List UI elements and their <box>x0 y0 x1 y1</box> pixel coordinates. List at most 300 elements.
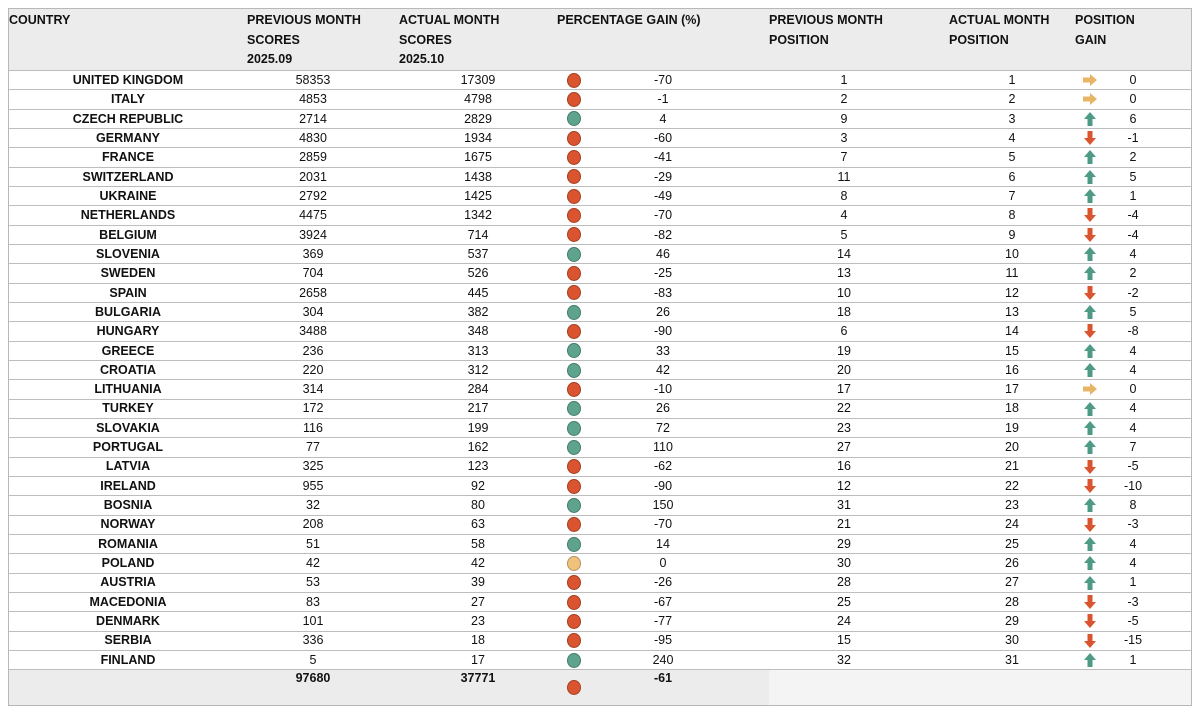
percentage-gain-cell <box>557 206 769 224</box>
position-gain-cell <box>1075 516 1191 534</box>
header-row <box>9 9 1191 70</box>
country-name: ITALY <box>110 92 146 107</box>
country-name: SWITZERLAND <box>82 169 174 184</box>
country-name: AUSTRIA <box>100 575 156 590</box>
actual-month-score: 382 <box>467 304 489 319</box>
previous-month-score: 172 <box>302 401 324 416</box>
position-gain: -15 <box>1123 633 1143 648</box>
country-name: CZECH REPUBLIC <box>72 111 184 126</box>
positive-status-dot-icon <box>567 440 581 455</box>
percentage-gain-cell <box>557 400 769 418</box>
previous-month-position: 1 <box>840 72 848 87</box>
actual-month-score: 445 <box>467 285 489 300</box>
position-gain: -5 <box>1127 614 1139 629</box>
total-row <box>9 669 1191 705</box>
percentage-gain: 0 <box>659 556 667 571</box>
total-actual-scores: 37771 <box>460 671 496 686</box>
arrow-right-icon <box>1082 91 1098 107</box>
table-row <box>9 553 1191 572</box>
table-row <box>9 186 1191 205</box>
country-name: DENMARK <box>96 614 160 629</box>
percentage-gain-cell <box>557 458 769 476</box>
negative-status-dot-icon <box>567 92 581 107</box>
positive-status-dot-icon <box>567 421 581 436</box>
actual-month-position: 8 <box>1008 208 1016 223</box>
previous-month-score: 220 <box>302 362 324 377</box>
empty-cell <box>919 670 1075 705</box>
actual-month-position: 1 <box>1008 72 1016 87</box>
position-gain: 4 <box>1129 246 1137 261</box>
empty-cell <box>769 670 919 705</box>
percentage-gain: -70 <box>653 72 673 87</box>
percentage-gain-cell <box>557 110 769 128</box>
previous-month-position: 19 <box>837 343 851 358</box>
table-row <box>9 321 1191 340</box>
country-name: UNITED KINGDOM <box>72 72 184 87</box>
table-row <box>9 147 1191 166</box>
arrow-down-icon <box>1082 594 1098 610</box>
position-gain-cell <box>1075 342 1191 360</box>
total-percentage-gain-cell <box>557 670 769 705</box>
negative-status-dot-icon <box>567 266 581 281</box>
total-label-cell <box>9 670 247 705</box>
table-row <box>9 631 1191 650</box>
positive-status-dot-icon <box>567 653 581 668</box>
arrow-up-icon <box>1082 265 1098 281</box>
previous-month-position: 9 <box>840 111 848 126</box>
actual-month-score: 1342 <box>464 208 492 223</box>
previous-month-position: 32 <box>837 652 851 667</box>
percentage-gain-cell <box>557 651 769 669</box>
position-gain: 4 <box>1129 536 1137 551</box>
previous-month-score: 51 <box>306 536 320 551</box>
position-gain: -4 <box>1127 208 1139 223</box>
arrow-down-icon <box>1082 323 1098 339</box>
position-gain: 4 <box>1129 556 1137 571</box>
negative-status-dot-icon <box>567 227 581 242</box>
previous-month-score: 314 <box>302 382 324 397</box>
previous-month-score: 955 <box>302 478 324 493</box>
previous-month-score: 208 <box>302 517 324 532</box>
percentage-gain-cell <box>557 226 769 244</box>
actual-month-position: 12 <box>1005 285 1019 300</box>
actual-month-position: 2 <box>1008 92 1016 107</box>
percentage-gain: -60 <box>653 130 673 145</box>
country-name: NETHERLANDS <box>80 208 176 223</box>
previous-month-score: 2792 <box>299 188 327 203</box>
arrow-up-icon <box>1082 343 1098 359</box>
country-name: BELGIUM <box>99 227 157 242</box>
position-gain-cell <box>1075 71 1191 89</box>
arrow-down-icon <box>1082 517 1098 533</box>
actual-month-score: 217 <box>467 401 489 416</box>
arrow-right-icon <box>1082 72 1098 88</box>
percentage-gain-cell <box>557 71 769 89</box>
previous-month-position: 6 <box>840 324 848 339</box>
positive-status-dot-icon <box>567 401 581 416</box>
previous-month-position: 28 <box>837 575 851 590</box>
table-row <box>9 205 1191 224</box>
actual-month-position: 23 <box>1005 498 1019 513</box>
actual-month-position: 25 <box>1005 536 1019 551</box>
actual-month-score: 58 <box>471 536 485 551</box>
percentage-gain: 42 <box>656 362 670 377</box>
percentage-gain: -90 <box>653 478 673 493</box>
position-gain-cell <box>1075 458 1191 476</box>
previous-month-score: 236 <box>302 343 324 358</box>
position-gain-cell <box>1075 90 1191 108</box>
actual-month-position: 30 <box>1005 633 1019 648</box>
actual-month-score: 92 <box>471 478 485 493</box>
previous-month-position: 11 <box>837 169 851 184</box>
position-gain-cell <box>1075 554 1191 572</box>
table-row <box>9 70 1191 89</box>
previous-month-score: 101 <box>302 614 324 629</box>
actual-month-position: 4 <box>1008 130 1016 145</box>
neutral-status-dot-icon <box>567 556 581 571</box>
actual-month-score: 1425 <box>464 188 492 203</box>
percentage-gain-cell <box>557 342 769 360</box>
actual-month-score: 23 <box>471 614 485 629</box>
position-gain-cell <box>1075 535 1191 553</box>
negative-status-dot-icon <box>567 324 581 339</box>
actual-month-score: 17 <box>471 652 485 667</box>
arrow-up-icon <box>1082 575 1098 591</box>
actual-month-position: 19 <box>1005 420 1019 435</box>
header-previous-month-scores: PREVIOUS MONTH SCORES 2025.09 <box>247 13 361 66</box>
percentage-gain: -70 <box>653 208 673 223</box>
position-gain-cell <box>1075 361 1191 379</box>
percentage-gain-cell <box>557 574 769 592</box>
previous-month-position: 14 <box>837 246 851 261</box>
positive-status-dot-icon <box>567 363 581 378</box>
country-name: LITHUANIA <box>94 382 162 397</box>
arrow-up-icon <box>1082 401 1098 417</box>
percentage-gain: 240 <box>652 652 674 667</box>
position-gain: 4 <box>1129 401 1137 416</box>
positive-status-dot-icon <box>567 111 581 126</box>
country-name: SWEDEN <box>100 266 156 281</box>
percentage-gain: -10 <box>653 382 673 397</box>
arrow-up-icon <box>1082 304 1098 320</box>
actual-month-position: 20 <box>1005 440 1019 455</box>
percentage-gain: -90 <box>653 324 673 339</box>
table-row <box>9 495 1191 514</box>
negative-status-dot-icon <box>567 73 581 88</box>
table-row <box>9 341 1191 360</box>
arrow-up-icon <box>1082 111 1098 127</box>
actual-month-position: 6 <box>1008 169 1016 184</box>
actual-month-score: 123 <box>467 459 489 474</box>
country-name: FRANCE <box>101 150 155 165</box>
percentage-gain-cell <box>557 632 769 650</box>
table-row <box>9 418 1191 437</box>
positive-status-dot-icon <box>567 498 581 513</box>
position-gain-cell <box>1075 574 1191 592</box>
position-gain: 2 <box>1129 150 1137 165</box>
arrow-down-icon <box>1082 227 1098 243</box>
actual-month-score: 199 <box>467 420 489 435</box>
country-name: BULGARIA <box>95 304 161 319</box>
table-row <box>9 650 1191 669</box>
percentage-gain: 14 <box>656 536 670 551</box>
table-row <box>9 263 1191 282</box>
position-gain-cell <box>1075 245 1191 263</box>
previous-month-score: 32 <box>306 498 320 513</box>
position-gain: 4 <box>1129 420 1137 435</box>
percentage-gain: -26 <box>653 575 673 590</box>
table-row <box>9 592 1191 611</box>
previous-month-score: 5 <box>309 652 317 667</box>
table-row <box>9 534 1191 553</box>
position-gain-cell <box>1075 496 1191 514</box>
country-name: GREECE <box>101 343 155 358</box>
actual-month-position: 26 <box>1005 556 1019 571</box>
position-gain-cell <box>1075 419 1191 437</box>
country-name: IRELAND <box>100 478 156 493</box>
previous-month-position: 20 <box>837 362 851 377</box>
percentage-gain: 33 <box>656 343 670 358</box>
percentage-gain: -82 <box>653 227 673 242</box>
table-row <box>9 283 1191 302</box>
country-name: TURKEY <box>102 401 154 416</box>
percentage-gain-cell <box>557 129 769 147</box>
position-gain: -5 <box>1127 459 1139 474</box>
percentage-gain: -29 <box>653 169 673 184</box>
percentage-gain: 4 <box>659 111 667 126</box>
actual-month-score: 42 <box>471 556 485 571</box>
negative-status-dot-icon <box>567 633 581 648</box>
percentage-gain: -1 <box>657 92 669 107</box>
previous-month-score: 4475 <box>299 208 327 223</box>
table-row <box>9 437 1191 456</box>
actual-month-position: 11 <box>1005 266 1019 281</box>
actual-month-score: 537 <box>467 246 489 261</box>
table-row <box>9 611 1191 630</box>
negative-status-dot-icon <box>567 575 581 590</box>
actual-month-position: 17 <box>1005 382 1019 397</box>
country-name: UKRAINE <box>99 188 157 203</box>
position-gain: 2 <box>1129 266 1137 281</box>
position-gain: -3 <box>1127 517 1139 532</box>
actual-month-position: 27 <box>1005 575 1019 590</box>
position-gain: 1 <box>1129 652 1137 667</box>
arrow-up-icon <box>1082 536 1098 552</box>
arrow-up-icon <box>1082 188 1098 204</box>
percentage-gain: 110 <box>653 440 673 455</box>
arrow-up-icon <box>1082 169 1098 185</box>
actual-month-score: 80 <box>471 498 485 513</box>
percentage-gain-cell <box>557 380 769 398</box>
previous-month-score: 2714 <box>299 111 327 126</box>
country-name: HUNGARY <box>96 324 160 339</box>
country-name: ROMANIA <box>98 536 158 551</box>
percentage-gain: -70 <box>653 517 673 532</box>
country-name: FINLAND <box>100 652 156 667</box>
arrow-up-icon <box>1082 362 1098 378</box>
table-row <box>9 515 1191 534</box>
position-gain-cell <box>1075 264 1191 282</box>
previous-month-score: 83 <box>306 594 320 609</box>
position-gain: 7 <box>1129 440 1137 455</box>
previous-month-position: 22 <box>837 401 851 416</box>
position-gain-cell <box>1075 303 1191 321</box>
table-row <box>9 225 1191 244</box>
percentage-gain: 46 <box>656 246 670 261</box>
previous-month-position: 12 <box>837 478 851 493</box>
country-name: SLOVAKIA <box>96 420 160 435</box>
table-body <box>9 70 1191 669</box>
actual-month-score: 39 <box>471 575 485 590</box>
previous-month-position: 29 <box>837 536 851 551</box>
percentage-gain: -83 <box>653 285 673 300</box>
header-actual-month-scores: ACTUAL MONTH SCORES 2025.10 <box>399 13 500 66</box>
negative-status-dot-icon <box>567 595 581 610</box>
previous-month-score: 53 <box>306 575 320 590</box>
previous-month-score: 369 <box>302 246 324 261</box>
arrow-right-icon <box>1082 381 1098 397</box>
country-name: CROATIA <box>99 362 156 377</box>
country-scores-table <box>8 8 1192 706</box>
country-name: NORWAY <box>100 517 156 532</box>
position-gain-cell <box>1075 477 1191 495</box>
percentage-gain: -41 <box>653 150 673 165</box>
actual-month-score: 284 <box>467 382 489 397</box>
table-row <box>9 399 1191 418</box>
position-gain: -8 <box>1127 324 1139 339</box>
previous-month-position: 2 <box>840 92 848 107</box>
previous-month-score: 116 <box>303 420 323 435</box>
actual-month-position: 31 <box>1005 652 1019 667</box>
previous-month-position: 16 <box>837 459 851 474</box>
previous-month-score: 325 <box>302 459 324 474</box>
previous-month-score: 42 <box>306 556 320 571</box>
arrow-down-icon <box>1082 633 1098 649</box>
header-actual-month-position: ACTUAL MONTH POSITION <box>949 13 1050 47</box>
position-gain: 6 <box>1129 111 1137 126</box>
table-row <box>9 109 1191 128</box>
negative-status-dot-icon <box>567 189 581 204</box>
percentage-gain: 26 <box>656 304 670 319</box>
percentage-gain-cell <box>557 419 769 437</box>
actual-month-score: 526 <box>467 266 489 281</box>
negative-status-dot-icon <box>567 131 581 146</box>
previous-month-score: 3488 <box>299 324 327 339</box>
percentage-gain-cell <box>557 361 769 379</box>
position-gain-cell <box>1075 322 1191 340</box>
position-gain: 0 <box>1129 382 1137 397</box>
actual-month-position: 22 <box>1005 478 1019 493</box>
percentage-gain-cell <box>557 284 769 302</box>
table-row <box>9 167 1191 186</box>
position-gain-cell <box>1075 129 1191 147</box>
position-gain: -3 <box>1127 594 1139 609</box>
previous-month-score: 336 <box>302 633 324 648</box>
empty-cell <box>1075 670 1191 705</box>
actual-month-position: 3 <box>1008 111 1016 126</box>
previous-month-score: 77 <box>306 440 320 455</box>
country-name: GERMANY <box>96 130 160 145</box>
actual-month-position: 14 <box>1005 324 1019 339</box>
country-name: SPAIN <box>109 285 147 300</box>
actual-month-score: 348 <box>467 324 489 339</box>
table-row <box>9 476 1191 495</box>
country-name: MACEDONIA <box>89 594 167 609</box>
table-row <box>9 457 1191 476</box>
previous-month-score: 2859 <box>299 150 327 165</box>
actual-month-score: 162 <box>467 440 489 455</box>
actual-month-position: 16 <box>1005 362 1019 377</box>
position-gain: 0 <box>1129 72 1137 87</box>
arrow-down-icon <box>1082 130 1098 146</box>
negative-status-dot-icon <box>567 169 581 184</box>
arrow-up-icon <box>1082 420 1098 436</box>
negative-status-dot-icon <box>567 285 581 300</box>
previous-month-position: 18 <box>837 304 851 319</box>
actual-month-score: 714 <box>467 227 489 242</box>
position-gain: 5 <box>1129 169 1137 184</box>
previous-month-score: 2031 <box>299 169 327 184</box>
percentage-gain-cell <box>557 516 769 534</box>
actual-month-score: 27 <box>471 594 485 609</box>
actual-month-score: 17309 <box>460 72 496 87</box>
country-name: SLOVENIA <box>96 246 160 261</box>
actual-month-score: 2829 <box>464 111 492 126</box>
actual-month-position: 29 <box>1005 614 1019 629</box>
actual-month-score: 313 <box>467 343 489 358</box>
percentage-gain-cell <box>557 593 769 611</box>
actual-month-score: 18 <box>471 633 485 648</box>
previous-month-score: 3924 <box>299 227 327 242</box>
position-gain-cell <box>1075 612 1191 630</box>
previous-month-position: 17 <box>837 382 851 397</box>
previous-month-position: 24 <box>837 614 851 629</box>
percentage-gain: -67 <box>653 594 673 609</box>
percentage-gain-cell <box>557 187 769 205</box>
percentage-gain-cell <box>557 496 769 514</box>
percentage-gain: -62 <box>653 459 673 474</box>
country-name: LATVIA <box>105 459 151 474</box>
actual-month-score: 312 <box>467 362 489 377</box>
negative-status-dot-icon <box>567 150 581 165</box>
actual-month-position: 9 <box>1008 227 1016 242</box>
percentage-gain-cell <box>557 264 769 282</box>
percentage-gain-cell <box>557 612 769 630</box>
position-gain-cell <box>1075 632 1191 650</box>
previous-month-score: 2658 <box>299 285 327 300</box>
negative-status-dot-icon <box>567 614 581 629</box>
position-gain: 4 <box>1129 362 1137 377</box>
position-gain-cell <box>1075 226 1191 244</box>
arrow-down-icon <box>1082 613 1098 629</box>
previous-month-position: 15 <box>837 633 851 648</box>
arrow-down-icon <box>1082 285 1098 301</box>
positive-status-dot-icon <box>567 537 581 552</box>
position-gain-cell <box>1075 438 1191 456</box>
position-gain: 5 <box>1129 304 1137 319</box>
actual-month-position: 10 <box>1005 246 1019 261</box>
percentage-gain-cell <box>557 90 769 108</box>
actual-month-score: 1675 <box>464 150 492 165</box>
arrow-down-icon <box>1082 207 1098 223</box>
position-gain-cell <box>1075 651 1191 669</box>
country-name: SERBIA <box>104 633 152 648</box>
actual-month-position: 5 <box>1008 150 1016 165</box>
percentage-gain: -95 <box>653 633 673 648</box>
percentage-gain-cell <box>557 438 769 456</box>
header-country: COUNTRY <box>9 13 71 27</box>
table-row <box>9 302 1191 321</box>
